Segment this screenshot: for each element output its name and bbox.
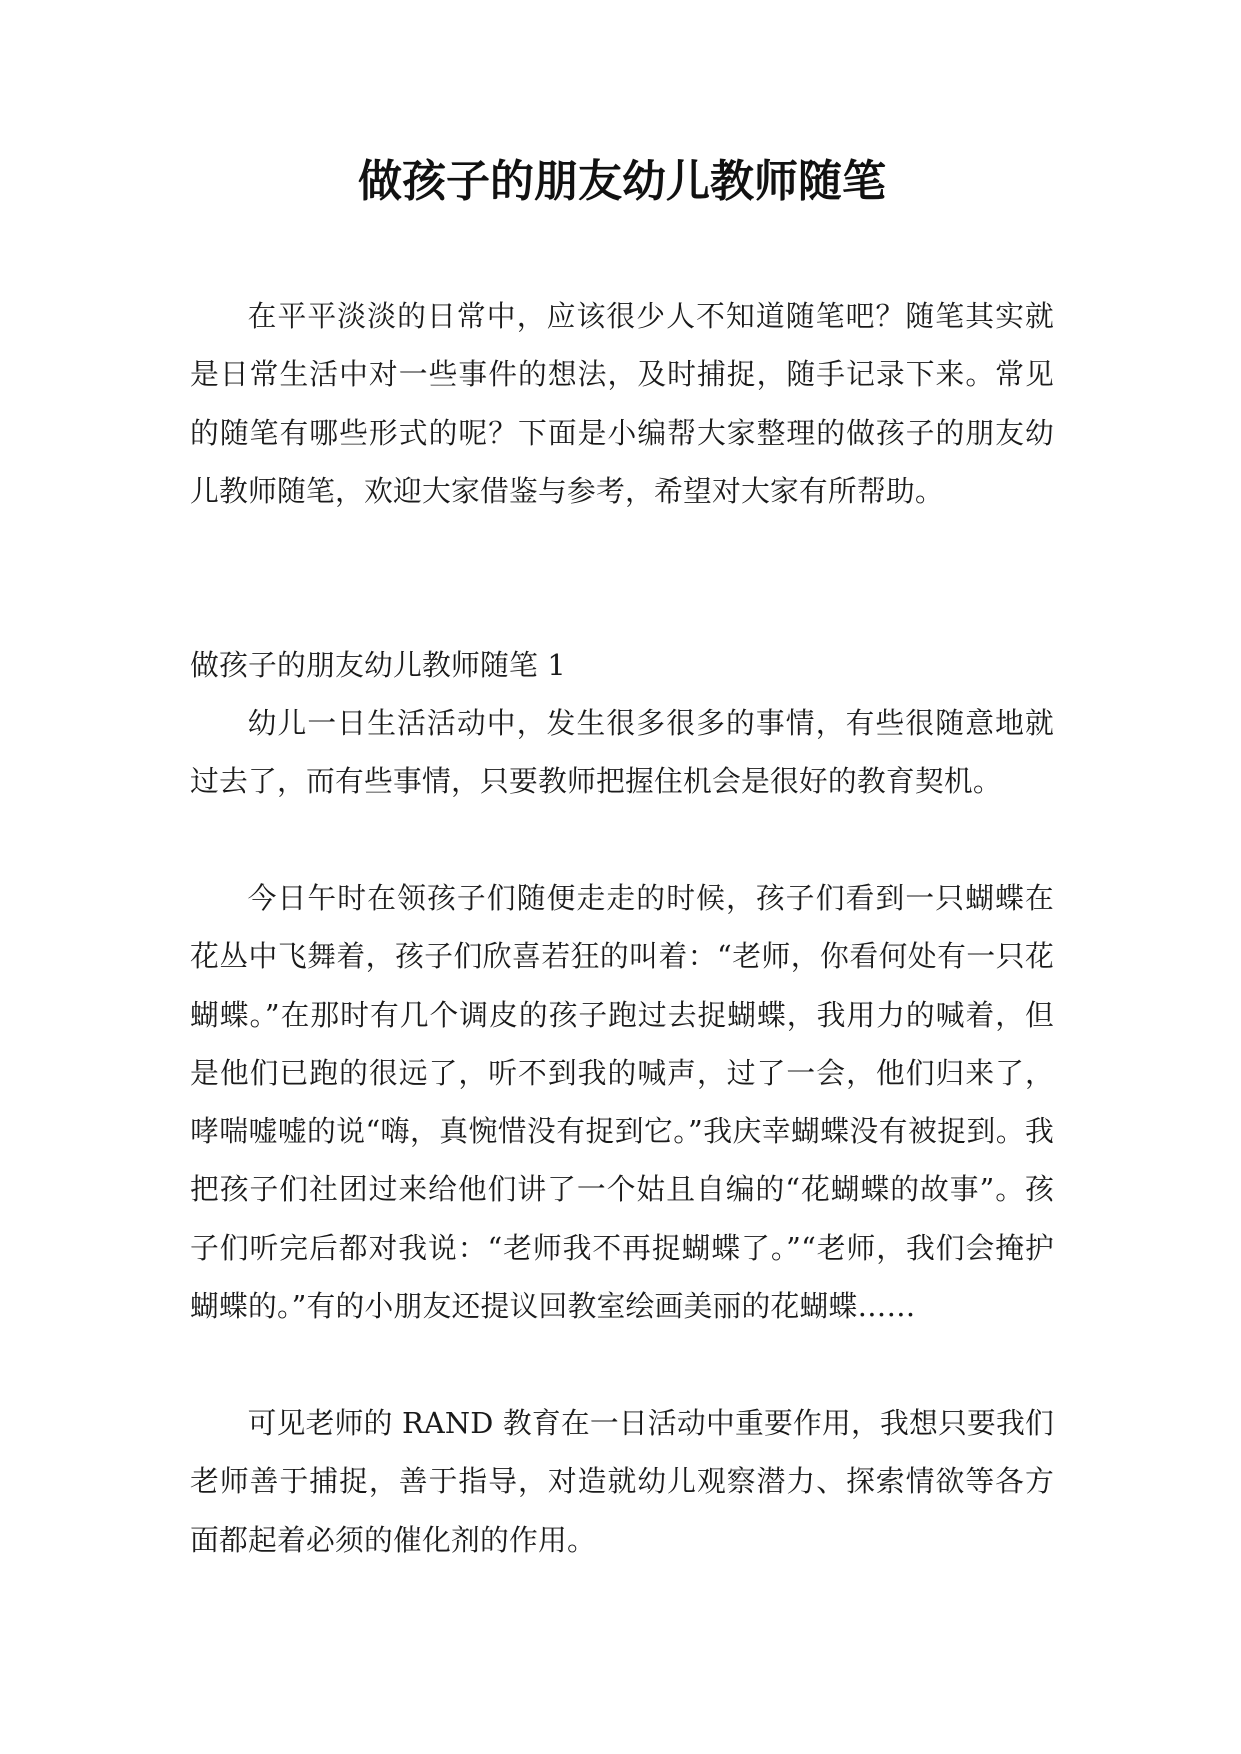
document-title: 做孩子的朋友幼儿教师随笔 xyxy=(358,156,886,207)
section-heading: 做孩子的朋友幼儿教师随笔 1 xyxy=(190,648,566,682)
body-paragraph-2: 今日午时在领孩子们随便走走的时候，孩子们看到一只蝴蝶在花丛中飞舞着，孩子们欣喜若狂的叫着：“老师，你看何处有一只花蝴蝶。”在那时有几个调皮的孩子跑过去捉蝴蝶，我用力的喊着，但是他们已跑的很远了，听不到我的喊声，过了一会，他们归来了，哮喘嘘嘘的说“嗨，真惋惜没有捉到它。”我庆幸蝴蝶没有被捉到。我把孩子们社团过来给他们讲了一个姑且自编的“花蝴蝶的故事”。孩子们听完后都对我说：“老师我不再捉蝴蝶了。”“老师，我们会掩护蝴蝶的。”有的小朋友还提议回教室绘画美丽的花蝴蝶…… xyxy=(190,881,1054,1324)
intro-paragraph: 在平平淡淡的日常中，应该很少人不知道随笔吧？随笔其实就是日常生活中对一些事件的想法，及时捕捉，随手记录下来。常见的随笔有哪些形式的呢？下面是小编帮大家整理的做孩子的朋友幼儿教师随笔，欢迎大家借鉴与参考，希望对大家有所帮助。 xyxy=(190,299,1054,508)
body-paragraph-1: 幼儿一日生活活动中，发生很多很多的事情，有些很随意地就过去了，而有些事情，只要教师把握住机会是很好的教育契机。 xyxy=(190,706,1054,799)
body-paragraph-3: 可见老师的 RAND 教育在一日活动中重要作用，我想只要我们老师善于捕捉，善于指导，对造就幼儿观察潜力、探索情欲等各方面都起着必须的催化剂的作用。 xyxy=(190,1406,1054,1557)
